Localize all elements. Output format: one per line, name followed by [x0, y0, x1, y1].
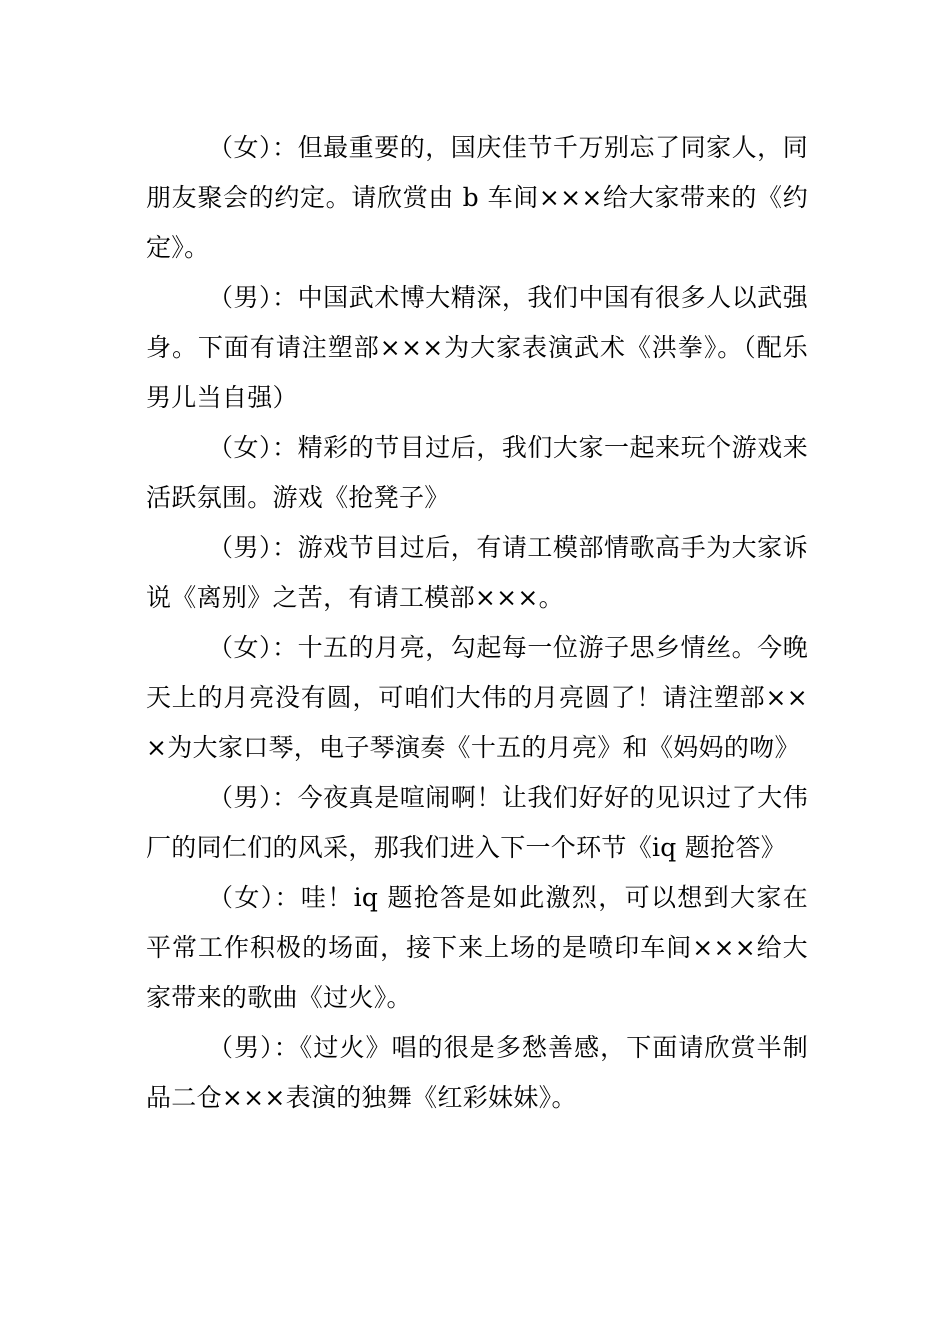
dialogue-paragraph: （男）：游戏节目过后，有请工模部情歌高手为大家诉说《离别》之苦，有请工模部×××。 — [146, 533, 808, 612]
dialogue-paragraph: （男）：今夜真是喧闹啊！让我们好好的见识过了大伟厂的同仁们的风采，那我们进入下一个环节《iq 题抢答》 — [146, 783, 808, 862]
script-body — [146, 123, 808, 1123]
dialogue-paragraph: （女）：但最重要的，国庆佳节千万别忘了同家人，同朋友聚会的约定。请欣赏由 b 车间×××给大家带来的《约定》。 — [146, 133, 808, 262]
dialogue-paragraph: （男）：中国武术博大精深，我们中国有很多人以武强身。下面有请注塑部×××为大家表演武术《洪拳》。（配乐男儿当自强） — [146, 283, 808, 412]
dialogue-paragraph: （女）：精彩的节目过后，我们大家一起来玩个游戏来活跃氛围。游戏《抢凳子》 — [146, 433, 808, 512]
dialogue-paragraph: （男）：《过火》唱的很是多愁善感，下面请欣赏半制品二仓×××表演的独舞《红彩妹妹》。 — [146, 1033, 808, 1112]
dialogue-paragraph: （女）：十五的月亮，勾起每一位游子思乡情丝。今晚天上的月亮没有圆，可咱们大伟的月亮圆了！请注塑部×××为大家口琴，电子琴演奏《十五的月亮》和《妈妈的吻》 — [146, 633, 808, 762]
dialogue-paragraph: （女）：哇！iq 题抢答是如此激烈，可以想到大家在平常工作积极的场面，接下来上场的是喷印车间×××给大家带来的歌曲《过火》。 — [146, 883, 808, 1012]
